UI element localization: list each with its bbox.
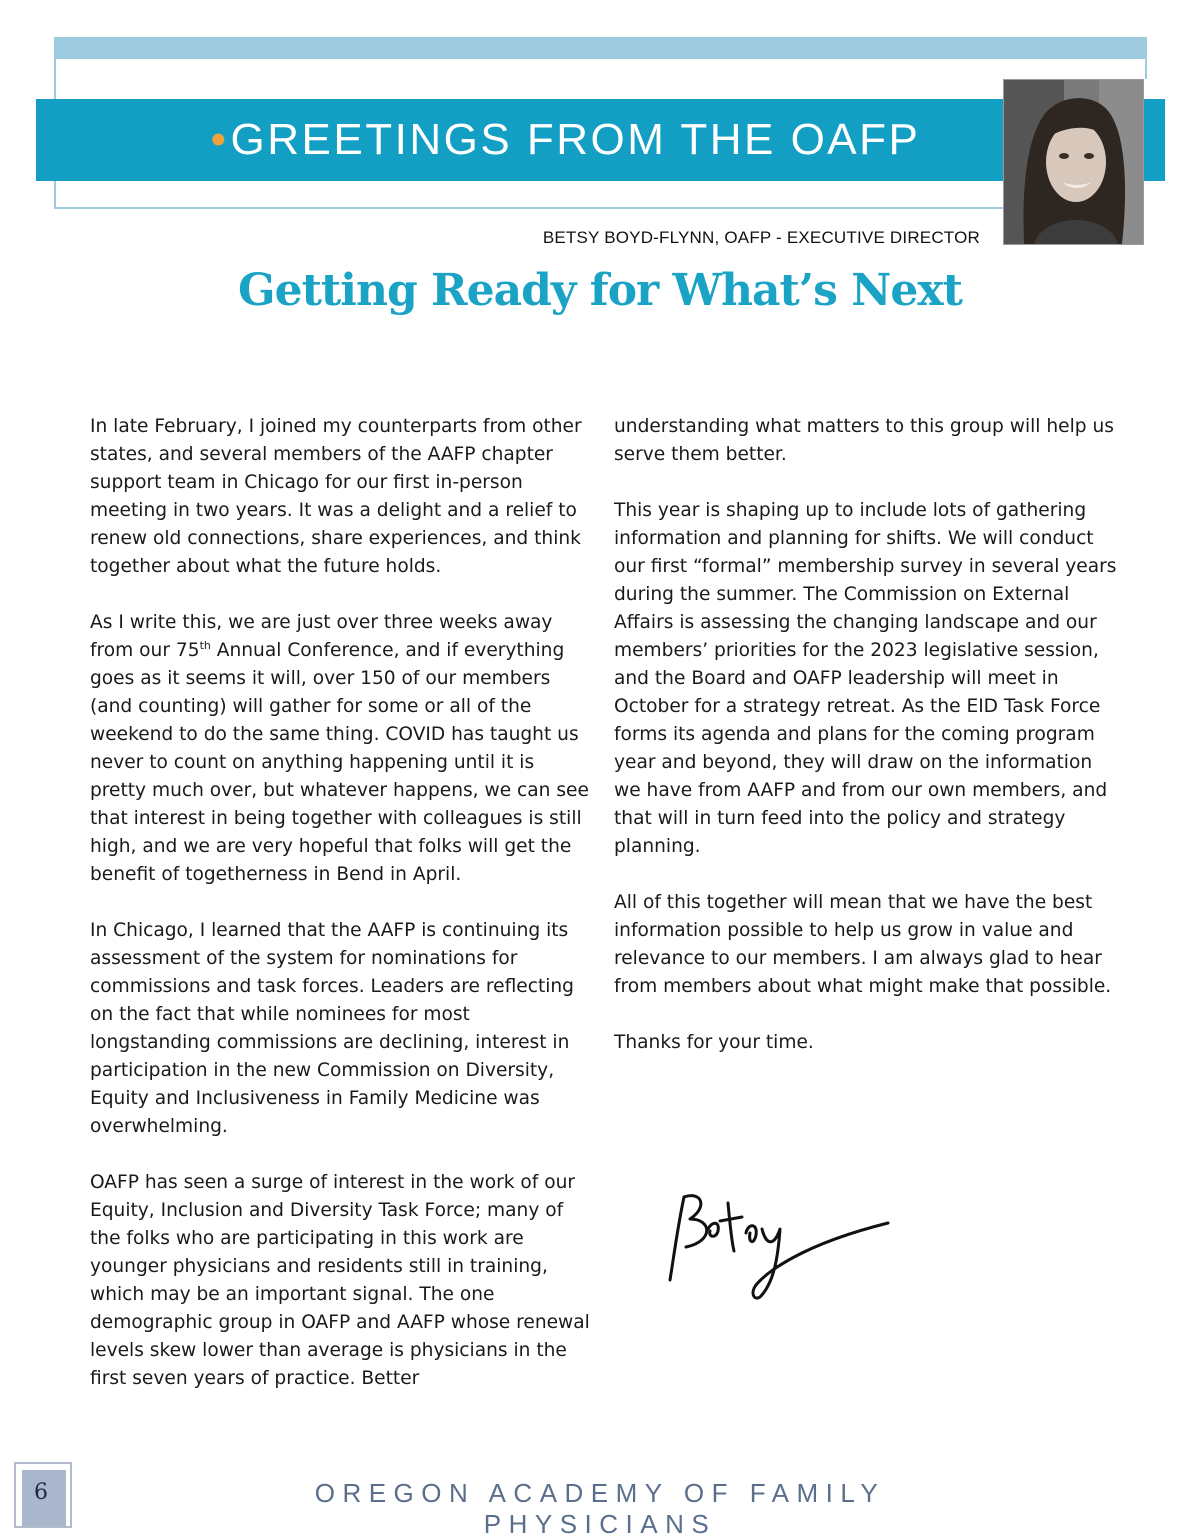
paragraph: All of this together will mean that we have the best information possible to help us grow in value and relevance to our members. I am always glad to hear from members about what might make that possible. xyxy=(614,892,1112,997)
paragraph-text: As I write this, we are just over three weeks away from our 75 xyxy=(90,612,553,661)
article-column-right xyxy=(614,413,1120,1085)
paragraph: OAFP has seen a surge of interest in the work of our Equity, Inclusion and Diversity Task Force; many of the folks who are participating in this work are younger physicians and residents still in training, which may be an important signal. The one demographic group in OAFP and AAFP whose renewal levels skew lower than average is physicians in the first seven years of practice. Better xyxy=(90,1172,590,1389)
footer-organization: OREGON ACADEMY OF FAMILY PHYSICIANS xyxy=(314,1478,886,1539)
section-title: GREETINGS FROM THE OAFP xyxy=(230,115,921,164)
paragraph-text: Annual Conference, and if everything goes as it seems it will, over 150 of our members (and counting) will gather for some or all of the weekend to do the same thing. COVID has taught us never to count on anything happening until it is pretty much over, but whatever happens, we can see that interest in being together with colleagues is still high, and we are very hopeful that folks will get the benefit of togetherness in Bend in April. xyxy=(90,640,589,885)
section-title-wrap xyxy=(36,99,1165,181)
header-frame-right xyxy=(1145,59,1147,79)
paragraph: In late February, I joined my counterparts from other states, and several members of the AAFP chapter support team in Chicago for our first in-person meeting in two years. It was a delight and a relief to renew old connections, share experiences, and think together about what the future holds. xyxy=(90,416,582,577)
article-title: Getting Ready for What’s Next xyxy=(238,265,962,316)
portrait-photo xyxy=(1004,80,1143,244)
author-byline: BETSY BOYD-FLYNN, OAFP - EXECUTIVE DIRECTOR xyxy=(542,228,980,247)
paragraph-closing: Thanks for your time. xyxy=(614,1032,814,1053)
paragraph-conference xyxy=(90,609,595,889)
header-frame-bottom xyxy=(54,207,1004,209)
paragraph: In Chicago, I learned that the AAFP is continuing its assessment of the system for nominations for commissions and task forces. Leaders are reflecting on the fact that while nominees for most longstanding commissions are declining, interest in participation in the new Commission on Diversity, Equity and Inclusiveness in Family Medicine was overwhelming. xyxy=(90,920,574,1137)
paragraph: This year is shaping up to include lots of gathering information and planning for shifts. We will conduct our first “formal” membership survey in several years during the summer. The Commission on External Affairs is assessing the changing landscape and our members’ priorities for the 2023 legislative session, and the Board and OAFP leadership will meet in October for a strategy retreat. As the EID Task Force forms its agenda and plans for the coming program year and beyond, they will draw on the information we have from AAFP and from our own members, and that will in turn feed into the policy and strategy planning. xyxy=(614,500,1117,857)
paragraph: understanding what matters to this group will help us serve them better. xyxy=(614,416,1114,465)
article-column-left xyxy=(90,413,595,1421)
superscript: th xyxy=(199,638,211,652)
author-portrait xyxy=(1004,80,1143,244)
page-number-box xyxy=(14,1462,72,1528)
page-number: 6 xyxy=(22,1470,66,1526)
header-top-band xyxy=(54,37,1147,59)
signature xyxy=(650,1185,900,1305)
bullet-dot: • xyxy=(210,115,229,164)
section-banner xyxy=(36,99,1165,181)
